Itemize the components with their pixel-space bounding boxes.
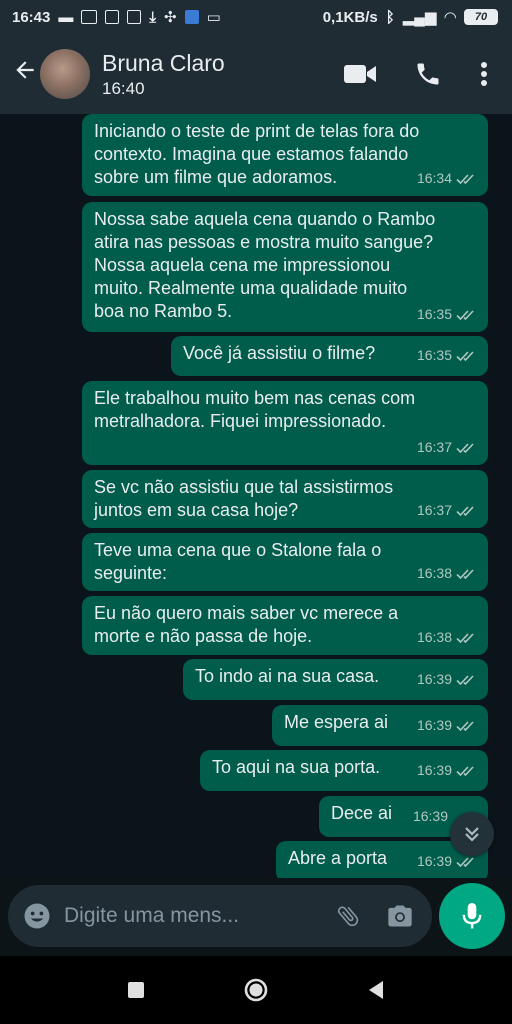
contact-last-seen: 16:40 bbox=[102, 79, 145, 98]
scroll-to-bottom-button[interactable] bbox=[450, 812, 494, 856]
message-time: 16:39 bbox=[416, 853, 452, 869]
voice-record-button[interactable] bbox=[439, 883, 505, 949]
message-meta bbox=[417, 436, 478, 459]
message-bubble[interactable] bbox=[82, 202, 488, 332]
status-time: 16:43 bbox=[12, 8, 51, 26]
message-time: 16:39 bbox=[416, 762, 452, 778]
triangle-back-icon bbox=[367, 980, 385, 1000]
message-bubble[interactable] bbox=[171, 336, 488, 376]
square-icon bbox=[127, 981, 145, 999]
message-time: 16:35 bbox=[416, 306, 452, 322]
system-navigation-bar bbox=[0, 956, 512, 1024]
message-time: 16:34 bbox=[416, 170, 452, 186]
signal-icon: ▂▄▆ bbox=[402, 9, 437, 26]
message-bubble[interactable] bbox=[82, 470, 488, 528]
header-actions bbox=[344, 60, 488, 88]
home-button[interactable] bbox=[241, 975, 271, 1005]
read-ticks-icon bbox=[456, 632, 478, 644]
read-ticks-icon bbox=[456, 674, 478, 686]
back-arrow-icon[interactable] bbox=[8, 57, 42, 91]
back-button[interactable] bbox=[361, 975, 391, 1005]
read-ticks-icon bbox=[456, 309, 478, 321]
message-meta bbox=[417, 303, 478, 326]
message-time: 16:39 bbox=[416, 717, 452, 733]
pinwheel-icon: ✣ bbox=[164, 9, 177, 26]
camera-icon[interactable] bbox=[385, 898, 415, 934]
message-time: 16:38 bbox=[416, 629, 452, 645]
more-options-icon[interactable] bbox=[480, 61, 488, 87]
message-meta bbox=[417, 562, 478, 585]
phone-icon[interactable] bbox=[414, 60, 442, 88]
circle-icon bbox=[243, 977, 269, 1003]
message-meta bbox=[417, 759, 478, 782]
read-ticks-icon bbox=[456, 350, 478, 362]
message-bubble[interactable] bbox=[82, 381, 488, 465]
read-ticks-icon bbox=[456, 505, 478, 517]
attachment-icon[interactable] bbox=[335, 898, 361, 934]
app-notification-icon bbox=[185, 10, 199, 24]
wifi-icon: ◠ bbox=[444, 9, 456, 26]
contact-name: Bruna Claro bbox=[102, 50, 225, 76]
message-meta bbox=[417, 167, 478, 190]
video-call-icon[interactable] bbox=[344, 63, 376, 85]
message-text: Nossa sabe aquela cena quando o Rambo atira nas pessoas e mostra muito sangue? Nossa aquela cena me impressionou muito. Realmente uma qualidade muito boa no Rambo 5. bbox=[94, 209, 436, 321]
message-bubble[interactable] bbox=[82, 533, 488, 591]
microphone-icon bbox=[459, 900, 485, 932]
status-bar bbox=[0, 0, 512, 34]
laptop-icon: ▭ bbox=[206, 9, 221, 26]
battery-icon: 70 bbox=[464, 9, 498, 25]
read-ticks-icon bbox=[456, 765, 478, 777]
message-meta bbox=[417, 714, 478, 737]
message-meta bbox=[417, 499, 478, 522]
network-speed: 0,1KB/s bbox=[322, 8, 378, 26]
chat-messages[interactable] bbox=[0, 114, 512, 878]
message-time: 16:35 bbox=[416, 347, 452, 363]
message-text: Iniciando o teste de print de telas fora do contexto. Imagina que estamos falando sobre um filme que adoramos. bbox=[94, 121, 420, 187]
message-time: 16:39 bbox=[412, 808, 448, 824]
emoji-icon[interactable] bbox=[22, 898, 52, 934]
message-text: Dece ai bbox=[331, 803, 393, 823]
message-text: Eu não quero mais saber vc merece a morte e não passa de hoje. bbox=[94, 603, 399, 646]
read-ticks-icon bbox=[456, 173, 478, 185]
message-time: 16:37 bbox=[416, 502, 452, 518]
message-time: 16:37 bbox=[416, 439, 452, 455]
message-time: 16:38 bbox=[416, 565, 452, 581]
message-text: Me espera ai bbox=[284, 712, 389, 732]
message-meta bbox=[413, 805, 448, 828]
message-meta bbox=[417, 626, 478, 649]
bluetooth-icon: ᛒ bbox=[385, 8, 395, 26]
message-bubble[interactable] bbox=[82, 114, 488, 196]
contact-info[interactable] bbox=[102, 49, 344, 99]
message-time: 16:39 bbox=[416, 671, 452, 687]
message-composer bbox=[8, 885, 432, 947]
recent-apps-button[interactable] bbox=[121, 975, 151, 1005]
read-ticks-icon bbox=[456, 720, 478, 732]
message-text: To aqui na sua porta. bbox=[212, 757, 381, 777]
message-meta bbox=[417, 344, 478, 367]
read-ticks-icon bbox=[456, 442, 478, 454]
message-text: Abre a porta bbox=[288, 848, 388, 868]
read-ticks-icon bbox=[456, 568, 478, 580]
message-meta bbox=[417, 668, 478, 691]
download-icon: ⤓ bbox=[149, 8, 157, 26]
message-bubble[interactable] bbox=[200, 750, 488, 791]
message-input[interactable] bbox=[64, 896, 335, 936]
message-notification-icon: ▬ bbox=[58, 8, 74, 26]
sim-icon bbox=[105, 10, 119, 24]
status-bar-left bbox=[12, 8, 221, 26]
status-bar-right bbox=[323, 8, 498, 26]
message-text: Você já assistiu o filme? bbox=[183, 343, 376, 363]
message-bubble[interactable] bbox=[183, 659, 488, 700]
read-ticks-icon bbox=[456, 856, 478, 868]
notification-icon bbox=[81, 10, 97, 24]
avatar[interactable] bbox=[40, 49, 90, 99]
message-text: Teve uma cena que o Stalone fala o seguinte: bbox=[94, 540, 382, 583]
message-text: Se vc não assistiu que tal assistirmos juntos em sua casa hoje? bbox=[94, 477, 394, 520]
sim-icon-2 bbox=[127, 10, 141, 24]
chat-header bbox=[0, 34, 512, 114]
message-text: Ele trabalhou muito bem nas cenas com metralhadora. Fiquei impressionado. bbox=[94, 388, 416, 431]
message-bubble[interactable] bbox=[82, 596, 488, 655]
message-bubble[interactable] bbox=[272, 705, 488, 746]
double-chevron-down-icon bbox=[462, 824, 482, 844]
message-text: To indo ai na sua casa. bbox=[195, 666, 380, 686]
